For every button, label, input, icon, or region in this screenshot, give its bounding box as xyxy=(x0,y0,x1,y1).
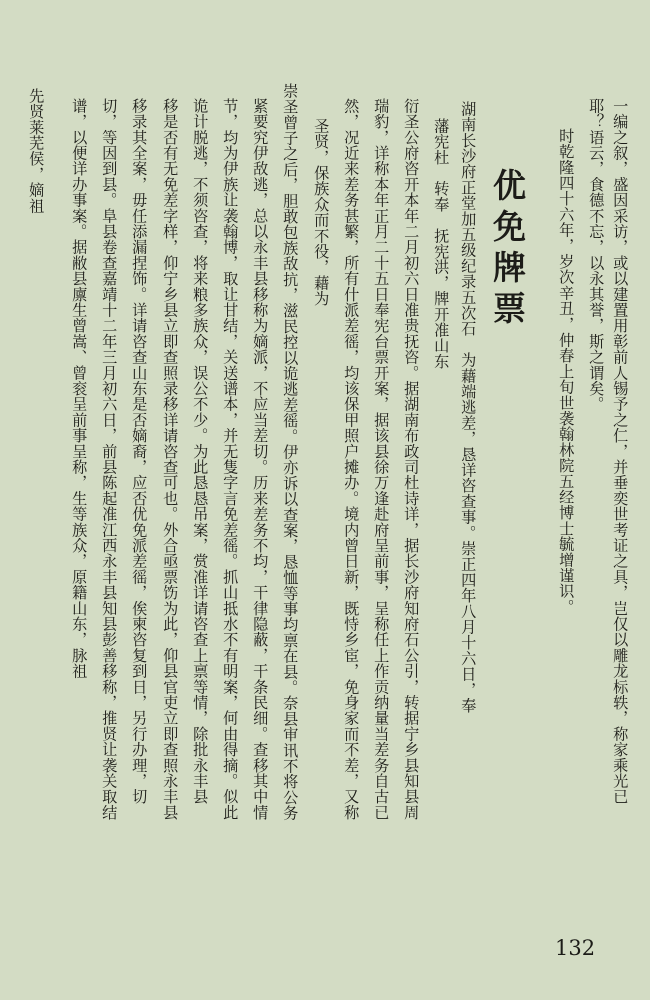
text-column: 耶？语云，食德不忘，以永其誉，斯之谓矣。 xyxy=(587,98,606,412)
text-column: 藩宪杜 转奉 抚宪洪，牌开准山东 xyxy=(432,118,451,370)
text-column: 节，均为伊族让袭翰博，取让甘结，关送谱本，并无隻字言免差徭。抓山抵水不有明案，何由得摘。似此 xyxy=(221,98,240,821)
text-column: 诡计脱逃，不须咨查，将来粮多族众，误公不少。为此恳恳吊案，赏准详请咨查上禀等情，除批永丰县 xyxy=(191,98,210,805)
text-column: 圣贤，保族众而不役，藉为 xyxy=(312,118,331,307)
text-column: 先贤莱芜侯，嫡祖 xyxy=(27,88,46,214)
page-number: 132 xyxy=(555,936,596,960)
text-column: 紧要究伊敌逃，总以永丰县移称为嫡派，不应当差切。历来差务不均，干律隐蔽，干条民细。查移其中情 xyxy=(251,98,270,821)
text-column: 衍圣公府咨开本年二月初六日准贵抚咨。据湖南布政司杜诗详，据长沙府知府石公引，转据宁乡县知县周 xyxy=(402,98,421,821)
text-column: 一编之叙，盛因采访，或以建置用彰前人锡予之仁，并垂奕世考证之具，岂仅以雕龙标轶，称家乘光已 xyxy=(611,98,630,805)
text-column: 切，等因到县。阜县卷查嘉靖十二年三月初六日，前县陈起准江西永丰县知县彭善移称，推贤让袭关取结 xyxy=(100,98,119,821)
text-column: 移是否有无免差字样，仰宁乡县立即查照录移详请咨查可也。外合亟票饬为此，仰县官吏立即查照永丰县 xyxy=(161,98,180,821)
text-column: 然，况近来差务甚繁，所有什派差徭，均该保甲照户摊办。境内曾日新，既恃乡宦，免身家而不差，又称 xyxy=(342,98,361,821)
section-title: 优免牌票 xyxy=(488,168,527,332)
text-column: 移录其全案，毋任添漏捏饰。详请咨查山东是否嫡裔，应否优免派差徭，俟柬咨复到日，另行办理，切 xyxy=(130,98,149,805)
text-column: 崇圣曾子之后，胆敢包族敌抗，滋民控以诡逃差徭。伊亦诉以查案，恳恤等事均禀在县。奈县审讯不将公务 xyxy=(281,83,300,821)
text-column: 谱，以便详办事案。据敝县廪生曾嵩、曾衮呈前事呈称，生等族众，原籍山东，脉祖 xyxy=(70,98,89,679)
text-column: 湖南长沙府正堂加五级纪录五次石 为藉端逃差，恳详咨查事。崇正四年八月十六日，奉 xyxy=(459,101,478,714)
text-column: 瑞豹，详称本年正月二十五日奉宪台票开案，据该县徐万逢赴府呈前事，呈称任上作贡纳量当差务自古已 xyxy=(372,98,391,821)
text-column: 时乾隆四十六年，岁次辛丑，仲春上旬世袭翰林院五经博士毓增谨识。 xyxy=(557,128,576,615)
